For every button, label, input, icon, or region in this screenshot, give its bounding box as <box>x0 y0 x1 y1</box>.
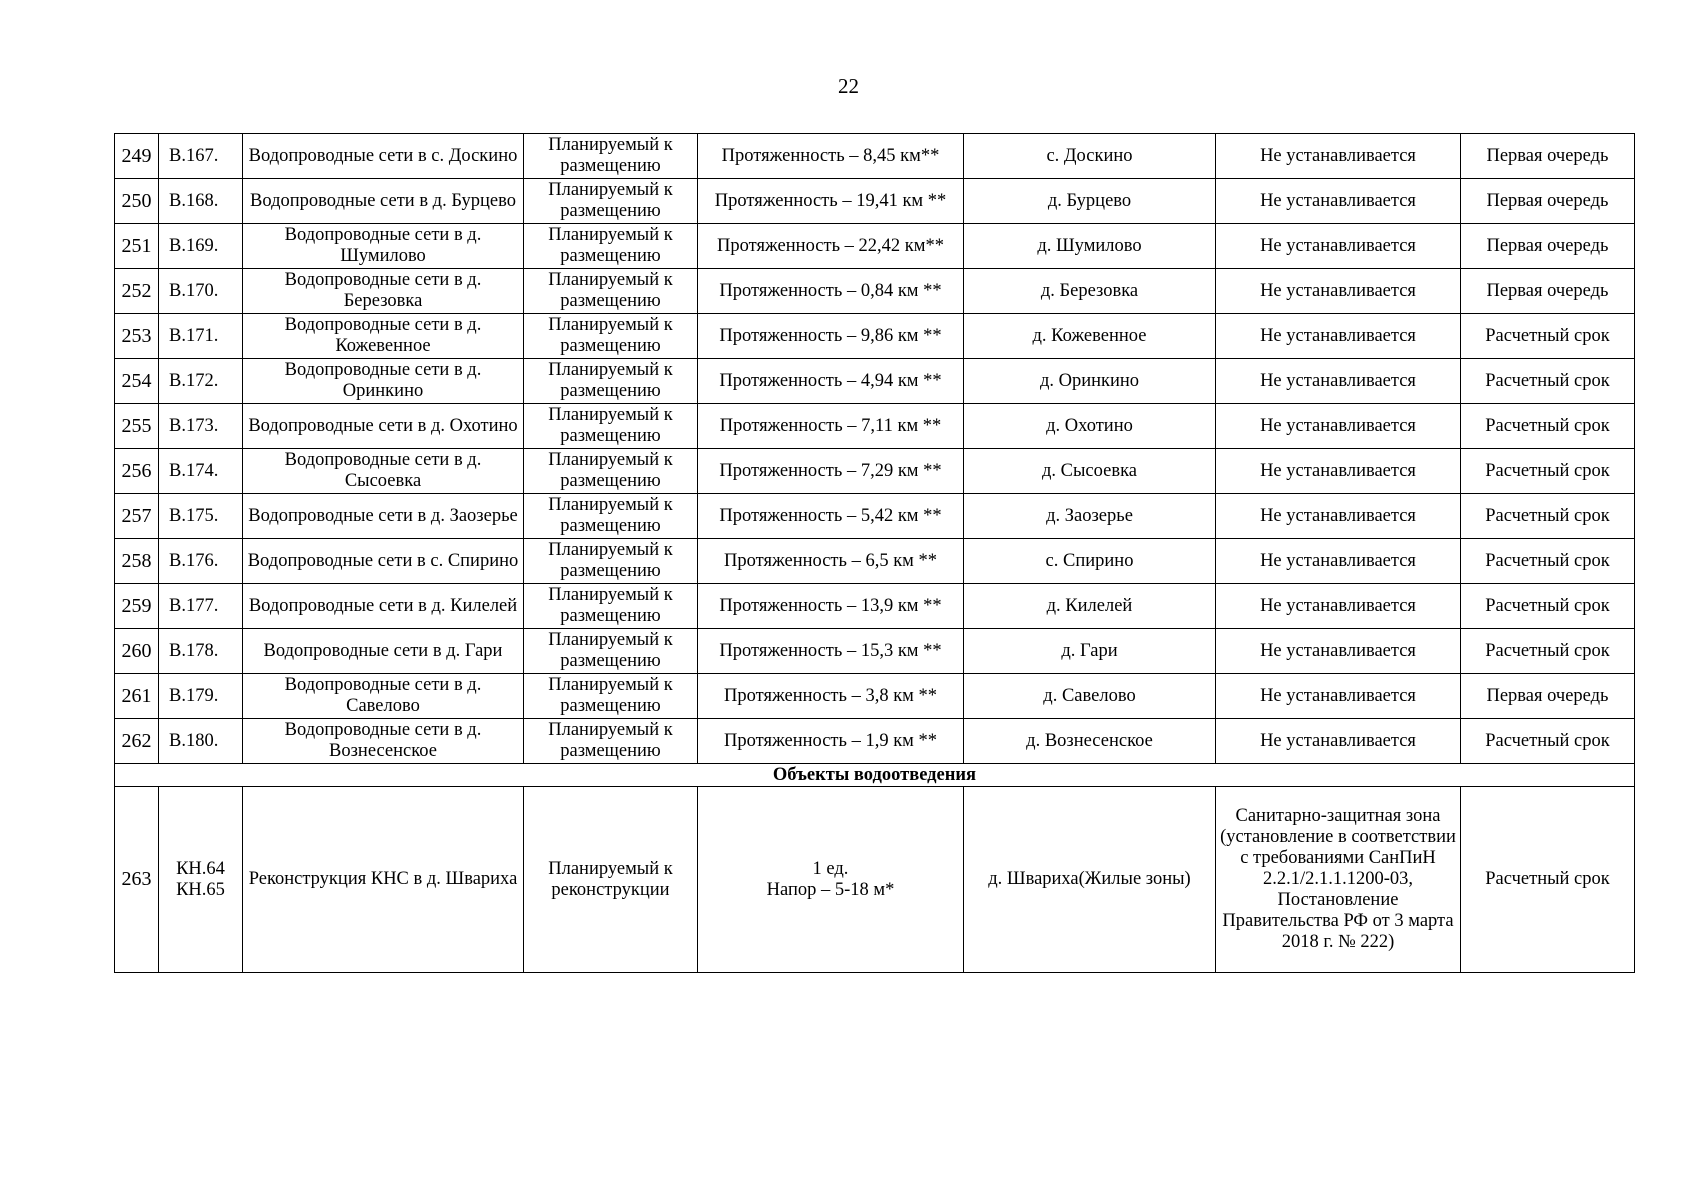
cell-object-name: Водопроводные сети в с. Доскино <box>243 134 524 179</box>
cell-term: Расчетный срок <box>1461 719 1635 764</box>
cell-code: В.180. <box>159 719 243 764</box>
cell-object-name: Водопроводные сети в д. Оринкино <box>243 359 524 404</box>
cell-number: 253 <box>115 314 159 359</box>
cell-characteristic: Протяженность – 1,9 км ** <box>698 719 964 764</box>
cell-status: Планируемый к размещению <box>524 269 698 314</box>
cell-characteristic: Протяженность – 7,11 км ** <box>698 404 964 449</box>
cell-code: В.177. <box>159 584 243 629</box>
cell-code: В.175. <box>159 494 243 539</box>
cell-number: 256 <box>115 449 159 494</box>
cell-number: 249 <box>115 134 159 179</box>
cell-object-name: Водопроводные сети в д. Бурцево <box>243 179 524 224</box>
table-row <box>115 787 1635 973</box>
cell-number: 260 <box>115 629 159 674</box>
cell-location: д. Шумилово <box>964 224 1216 269</box>
cell-characteristic: Протяженность – 0,84 км ** <box>698 269 964 314</box>
table-row <box>115 359 1635 404</box>
cell-code: В.168. <box>159 179 243 224</box>
table-row <box>115 404 1635 449</box>
cell-code <box>159 787 243 973</box>
characteristic-line: 1 ед. <box>812 858 849 879</box>
cell-characteristic: Протяженность – 13,9 км ** <box>698 584 964 629</box>
cell-zone: Не устанавливается <box>1216 404 1461 449</box>
cell-number: 259 <box>115 584 159 629</box>
cell-object-name: Водопроводные сети в д. Заозерье <box>243 494 524 539</box>
cell-location: д. Швариха(Жилые зоны) <box>964 787 1216 973</box>
cell-location: д. Килелей <box>964 584 1216 629</box>
table-row <box>115 314 1635 359</box>
cell-zone: Не устанавливается <box>1216 539 1461 584</box>
cell-term: Первая очередь <box>1461 134 1635 179</box>
cell-object-name: Водопроводные сети в д. Охотино <box>243 404 524 449</box>
cell-code: В.167. <box>159 134 243 179</box>
code-line: КН.65 <box>176 879 225 900</box>
cell-object-name: Водопроводные сети в д. Шумилово <box>243 224 524 269</box>
cell-object-name: Водопроводные сети в д. Березовка <box>243 269 524 314</box>
cell-code: В.173. <box>159 404 243 449</box>
cell-status: Планируемый к размещению <box>524 719 698 764</box>
cell-number: 257 <box>115 494 159 539</box>
cell-code: В.170. <box>159 269 243 314</box>
cell-object-name: Водопроводные сети в д. Кожевенное <box>243 314 524 359</box>
table-row <box>115 179 1635 224</box>
cell-status: Планируемый к размещению <box>524 359 698 404</box>
cell-location: д. Березовка <box>964 269 1216 314</box>
cell-location: д. Оринкино <box>964 359 1216 404</box>
cell-number: 251 <box>115 224 159 269</box>
cell-term: Первая очередь <box>1461 269 1635 314</box>
cell-term: Расчетный срок <box>1461 629 1635 674</box>
table-row <box>115 629 1635 674</box>
cell-status: Планируемый к размещению <box>524 584 698 629</box>
section-row <box>115 764 1635 787</box>
cell-term: Расчетный срок <box>1461 787 1635 973</box>
cell-code: В.178. <box>159 629 243 674</box>
objects-table <box>114 133 1635 973</box>
cell-term: Первая очередь <box>1461 224 1635 269</box>
cell-object-name: Водопроводные сети в д. Килелей <box>243 584 524 629</box>
cell-number: 258 <box>115 539 159 584</box>
cell-term: Расчетный срок <box>1461 404 1635 449</box>
table-row <box>115 674 1635 719</box>
cell-location: д. Кожевенное <box>964 314 1216 359</box>
cell-number: 263 <box>115 787 159 973</box>
table-body <box>115 134 1635 973</box>
cell-location: д. Сысоевка <box>964 449 1216 494</box>
cell-number: 262 <box>115 719 159 764</box>
table-row <box>115 494 1635 539</box>
cell-zone: Не устанавливается <box>1216 314 1461 359</box>
cell-zone: Не устанавливается <box>1216 719 1461 764</box>
cell-characteristic: Протяженность – 15,3 км ** <box>698 629 964 674</box>
cell-term: Расчетный срок <box>1461 359 1635 404</box>
cell-status: Планируемый к размещению <box>524 539 698 584</box>
cell-zone: Санитарно-защитная зона (установление в соответствии с требованиями СанПиН 2.2.1/2.1.1.1200-03, Постановление Правительства РФ от 3 марта 2018 г. № 222) <box>1216 787 1461 973</box>
cell-zone: Не устанавливается <box>1216 359 1461 404</box>
cell-characteristic: Протяженность – 7,29 км ** <box>698 449 964 494</box>
cell-characteristic: Протяженность – 6,5 км ** <box>698 539 964 584</box>
table-row <box>115 449 1635 494</box>
cell-status: Планируемый к размещению <box>524 314 698 359</box>
cell-location: с. Спирино <box>964 539 1216 584</box>
cell-term: Расчетный срок <box>1461 539 1635 584</box>
cell-object-name: Водопроводные сети в д. Гари <box>243 629 524 674</box>
cell-location: д. Бурцево <box>964 179 1216 224</box>
cell-characteristic: Протяженность – 4,94 км ** <box>698 359 964 404</box>
cell-location: д. Заозерье <box>964 494 1216 539</box>
cell-location: с. Доскино <box>964 134 1216 179</box>
cell-code: В.169. <box>159 224 243 269</box>
table-row <box>115 269 1635 314</box>
cell-characteristic: Протяженность – 5,42 км ** <box>698 494 964 539</box>
cell-term: Расчетный срок <box>1461 584 1635 629</box>
cell-code: В.176. <box>159 539 243 584</box>
cell-status: Планируемый к размещению <box>524 179 698 224</box>
cell-term: Расчетный срок <box>1461 449 1635 494</box>
cell-zone: Не устанавливается <box>1216 494 1461 539</box>
cell-code: В.174. <box>159 449 243 494</box>
cell-status: Планируемый к размещению <box>524 629 698 674</box>
cell-code: В.171. <box>159 314 243 359</box>
cell-location: д. Охотино <box>964 404 1216 449</box>
table-row <box>115 719 1635 764</box>
cell-zone: Не устанавливается <box>1216 629 1461 674</box>
cell-zone: Не устанавливается <box>1216 674 1461 719</box>
cell-object-name: Водопроводные сети в д. Сысоевка <box>243 449 524 494</box>
cell-status: Планируемый к размещению <box>524 494 698 539</box>
section-title: Объекты водоотведения <box>115 764 1635 787</box>
cell-object-name: Реконструкция КНС в д. Швариха <box>243 787 524 973</box>
cell-zone: Не устанавливается <box>1216 224 1461 269</box>
cell-zone: Не устанавливается <box>1216 134 1461 179</box>
table-row <box>115 134 1635 179</box>
cell-characteristic: Протяженность – 19,41 км ** <box>698 179 964 224</box>
cell-zone: Не устанавливается <box>1216 584 1461 629</box>
cell-code: В.172. <box>159 359 243 404</box>
table-row <box>115 224 1635 269</box>
cell-status: Планируемый к размещению <box>524 134 698 179</box>
cell-location: д. Гари <box>964 629 1216 674</box>
cell-characteristic: Протяженность – 9,86 км ** <box>698 314 964 359</box>
cell-term: Первая очередь <box>1461 674 1635 719</box>
table-row <box>115 539 1635 584</box>
cell-characteristic: Протяженность – 3,8 км ** <box>698 674 964 719</box>
cell-number: 254 <box>115 359 159 404</box>
cell-characteristic: Протяженность – 8,45 км** <box>698 134 964 179</box>
cell-status: Планируемый к размещению <box>524 404 698 449</box>
cell-number: 252 <box>115 269 159 314</box>
cell-object-name: Водопроводные сети в д. Савелово <box>243 674 524 719</box>
characteristic-line: Напор – 5-18 м* <box>766 879 895 900</box>
cell-zone: Не устанавливается <box>1216 179 1461 224</box>
cell-code: В.179. <box>159 674 243 719</box>
cell-status: Планируемый к размещению <box>524 674 698 719</box>
cell-number: 255 <box>115 404 159 449</box>
cell-status: Планируемый к реконструкции <box>524 787 698 973</box>
code-line: КН.64 <box>176 858 225 879</box>
cell-characteristic: Протяженность – 22,42 км** <box>698 224 964 269</box>
cell-zone: Не устанавливается <box>1216 269 1461 314</box>
cell-number: 250 <box>115 179 159 224</box>
cell-location: д. Савелово <box>964 674 1216 719</box>
cell-object-name: Водопроводные сети в с. Спирино <box>243 539 524 584</box>
page-number: 22 <box>838 74 859 98</box>
cell-status: Планируемый к размещению <box>524 449 698 494</box>
cell-characteristic <box>698 787 964 973</box>
cell-object-name: Водопроводные сети в д. Вознесенское <box>243 719 524 764</box>
cell-status: Планируемый к размещению <box>524 224 698 269</box>
cell-term: Расчетный срок <box>1461 494 1635 539</box>
cell-term: Первая очередь <box>1461 179 1635 224</box>
cell-location: д. Вознесенское <box>964 719 1216 764</box>
cell-term: Расчетный срок <box>1461 314 1635 359</box>
cell-zone: Не устанавливается <box>1216 449 1461 494</box>
table-row <box>115 584 1635 629</box>
cell-number: 261 <box>115 674 159 719</box>
